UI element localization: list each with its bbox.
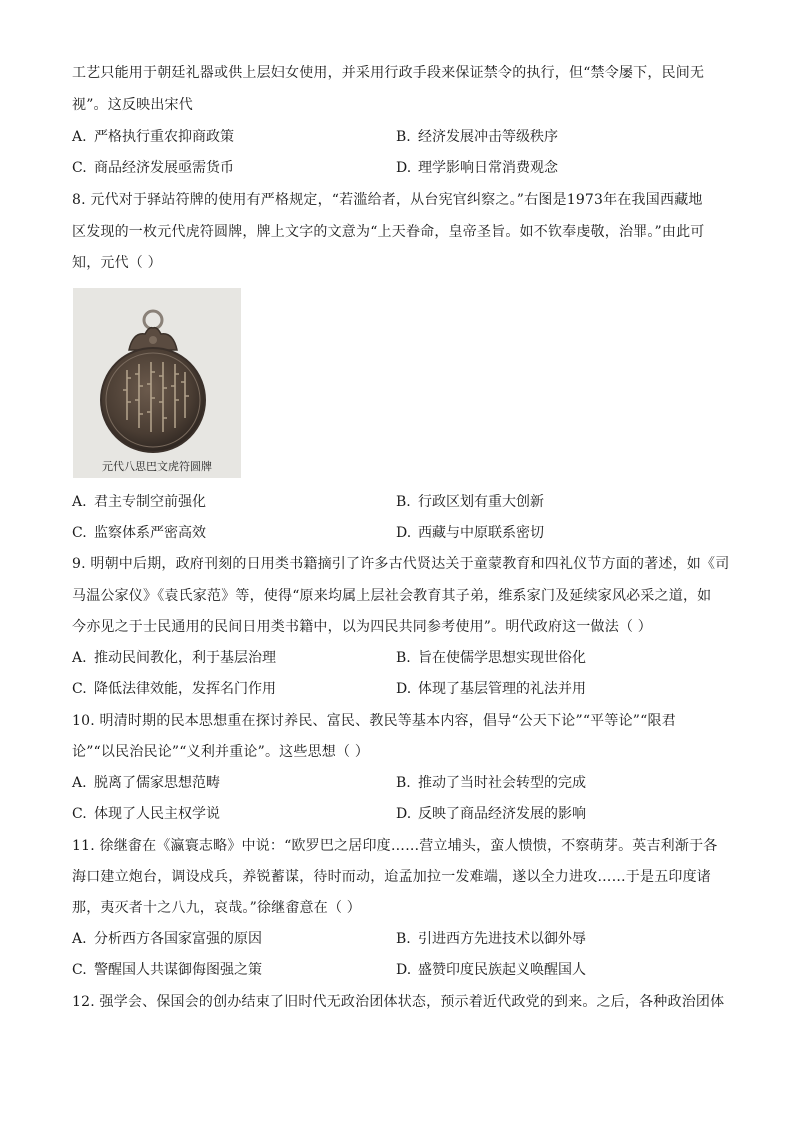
q7-option-a[interactable]: [72, 127, 234, 147]
option-letter: D.: [396, 806, 412, 822]
q7-stem-line2: 视”。这反映出宋代: [72, 97, 193, 113]
option-text: 监察体系严密高效: [94, 525, 206, 541]
option-letter: A.: [72, 129, 87, 145]
tiger-tally-image: [73, 288, 241, 458]
q9-stem-line1: 9. 明朝中后期，政府刊刻的日用类书籍摘引了许多古代贤达关于童蒙教育和四礼仪节方面的著述，如《司: [72, 556, 730, 572]
option-letter: C.: [72, 160, 87, 176]
q10-option-d[interactable]: [396, 804, 586, 824]
option-text: 严格执行重农抑商政策: [94, 129, 234, 145]
q11-stem-line1: 11. 徐继畬在《瀛寰志略》中说：“欧罗巴之居印度……营立埔头，蛮人愦愦，不察萌芽。英吉利渐于各: [72, 838, 718, 854]
q10-option-a[interactable]: [72, 773, 220, 793]
option-text: 商品经济发展亟需货币: [94, 160, 234, 176]
option-text: 脱离了儒家思想范畴: [94, 775, 220, 791]
q9-option-b[interactable]: [396, 648, 586, 668]
q9-stem-line3: 今亦见之于士民通用的民间日用类书籍中，以为四民共同参考使用”。明代政府这一做法（ ）: [72, 619, 653, 635]
q11-option-a[interactable]: [72, 929, 262, 949]
q8-option-c[interactable]: [72, 523, 206, 543]
option-letter: D.: [396, 160, 412, 176]
option-text: 警醒国人共谋御侮图强之策: [94, 962, 262, 978]
q9-option-d[interactable]: [396, 679, 586, 699]
option-letter: D.: [396, 681, 412, 697]
option-letter: B.: [396, 650, 411, 666]
q8-stem-line3: 知，元代（ ）: [72, 255, 162, 271]
q8-option-d[interactable]: [396, 523, 544, 543]
option-letter: B.: [396, 129, 411, 145]
option-text: 体现了基层管理的礼法并用: [418, 681, 586, 697]
q12-stem-line1: 12. 强学会、保国会的创办结束了旧时代无政治团体状态，预示着近代政党的到来。之后，各种政治团体: [72, 994, 725, 1010]
option-text: 分析西方各国家富强的原因: [94, 931, 262, 947]
figure-caption: 元代八思巴文虎符圆牌: [102, 460, 212, 473]
q10-option-c[interactable]: [72, 804, 220, 824]
option-text: 推动民间教化，利于基层治理: [94, 650, 276, 666]
q8-option-b[interactable]: [396, 492, 544, 512]
q7-option-d[interactable]: [396, 158, 558, 178]
q11-option-c[interactable]: [72, 960, 262, 980]
q8-stem-line2: 区发现的一枚元代虎符圆牌，牌上文字的文意为“上天眷命，皇帝圣旨。如不钦奉虔敬，治罪。”由此可: [72, 224, 705, 240]
option-letter: C.: [72, 806, 87, 822]
option-letter: A.: [72, 931, 87, 947]
option-letter: C.: [72, 962, 87, 978]
option-text: 盛赞印度民族起义唤醒国人: [418, 962, 586, 978]
option-letter: A.: [72, 494, 87, 510]
q9-option-a[interactable]: [72, 648, 276, 668]
tiger-tally-figure: [73, 288, 241, 478]
option-text: 西藏与中原联系密切: [418, 525, 544, 541]
option-text: 君主专制空前强化: [94, 494, 206, 510]
q8-option-a[interactable]: [72, 492, 206, 512]
option-letter: C.: [72, 525, 87, 541]
q9-stem-line2: 马温公家仪》《袁氏家范》等，使得“原来均属上层社会教育其子弟，维系家门及延续家风必采之道，如: [72, 588, 712, 604]
option-letter: B.: [396, 494, 411, 510]
q7-stem-line1: 工艺只能用于朝廷礼器或供上层妇女使用，并采用行政手段来保证禁令的执行，但“禁令屡下，民间无: [72, 65, 705, 81]
q7-option-c[interactable]: [72, 158, 234, 178]
q10-stem-line2: 论”“以民治民论”“义利并重论”。这些思想（ ）: [72, 744, 370, 760]
q10-option-b[interactable]: [396, 773, 586, 793]
option-text: 经济发展冲击等级秩序: [418, 129, 558, 145]
q11-stem-line2: 海口建立炮台，调设戍兵，养锐蓄谋，待时而动，迨孟加拉一发难端，遂以全力进攻……于是五印度诸: [72, 869, 711, 885]
option-text: 体现了人民主权学说: [94, 806, 220, 822]
option-letter: A.: [72, 775, 87, 791]
option-text: 旨在使儒学思想实现世俗化: [418, 650, 586, 666]
option-letter: D.: [396, 525, 412, 541]
option-letter: C.: [72, 681, 87, 697]
q9-option-c[interactable]: [72, 679, 276, 699]
option-text: 行政区划有重大创新: [418, 494, 544, 510]
option-letter: B.: [396, 931, 411, 947]
q10-stem-line1: 10. 明清时期的民本思想重在探讨养民、富民、教民等基本内容，倡导“公天下论”“平等论”“限君: [72, 713, 676, 729]
option-text: 推动了当时社会转型的完成: [418, 775, 586, 791]
q11-option-b[interactable]: [396, 929, 586, 949]
q11-stem-line3: 那，夷灭者十之八九，哀哉。”徐继畬意在（ ）: [72, 900, 362, 916]
q8-stem-line1: 8. 元代对于驿站符牌的使用有严格规定，“若滥给者，从台宪官纠察之。”右图是1973年在我国西藏地: [72, 192, 703, 208]
option-letter: B.: [396, 775, 411, 791]
option-letter: A.: [72, 650, 87, 666]
option-text: 降低法律效能，发挥名门作用: [94, 681, 276, 697]
option-text: 理学影响日常消费观念: [418, 160, 558, 176]
q11-option-d[interactable]: [396, 960, 586, 980]
option-text: 引进西方先进技术以御外辱: [418, 931, 586, 947]
option-letter: D.: [396, 962, 412, 978]
q7-option-b[interactable]: [396, 127, 558, 147]
option-text: 反映了商品经济发展的影响: [418, 806, 586, 822]
